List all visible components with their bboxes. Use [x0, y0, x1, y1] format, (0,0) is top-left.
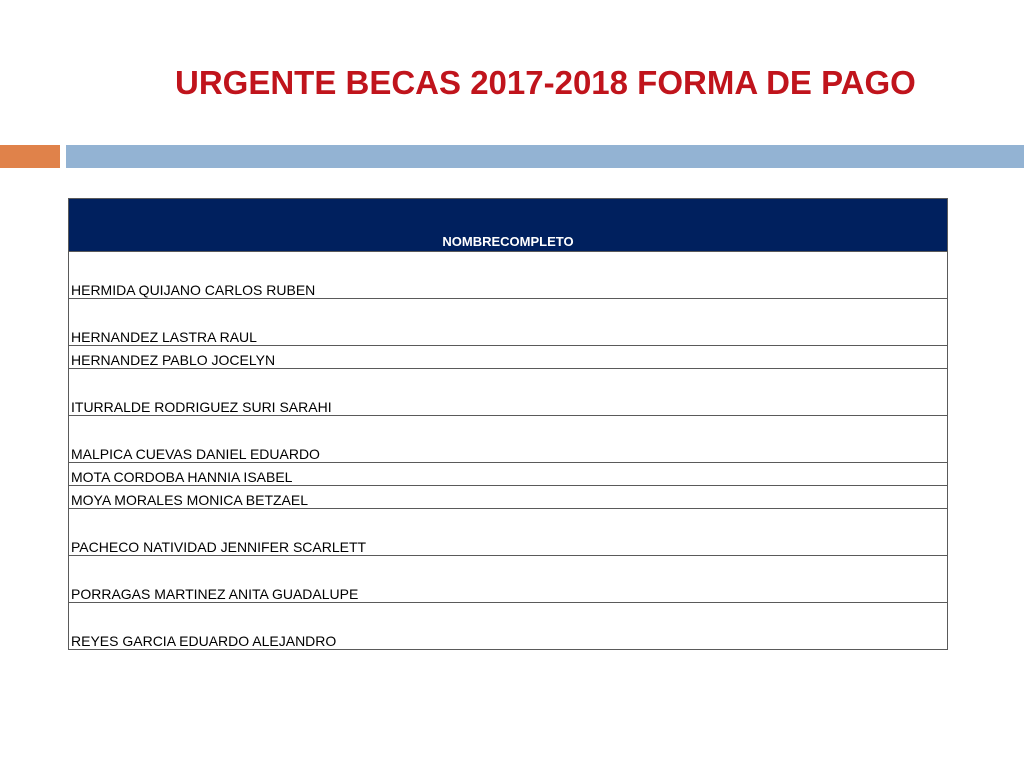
table-header-row: [69, 199, 948, 252]
name-cell: HERNANDEZ PABLO JOCELYN: [69, 346, 948, 369]
slide-title: URGENTE BECAS 2017-2018 FORMA DE PAGO: [175, 64, 916, 101]
table-row: [69, 416, 948, 463]
name-cell: ITURRALDE RODRIGUEZ SURI SARAHI: [69, 369, 948, 416]
accent-bar-blue: [66, 145, 1024, 168]
names-table: [68, 198, 948, 650]
table-row: [69, 299, 948, 346]
name-cell: HERMIDA QUIJANO CARLOS RUBEN: [69, 252, 948, 299]
name-cell: MOTA CORDOBA HANNIA ISABEL: [69, 463, 948, 486]
table-row: [69, 509, 948, 556]
accent-bar-orange: [0, 145, 60, 168]
name-cell: MALPICA CUEVAS DANIEL EDUARDO: [69, 416, 948, 463]
table-row: [69, 369, 948, 416]
name-cell: HERNANDEZ LASTRA RAUL: [69, 299, 948, 346]
table-row: [69, 486, 948, 509]
table-row: [69, 556, 948, 603]
table-row: [69, 346, 948, 369]
table-row: [69, 252, 948, 299]
name-cell: REYES GARCIA EDUARDO ALEJANDRO: [69, 603, 948, 650]
column-header-nombrecompleto: NOMBRECOMPLETO: [69, 199, 948, 252]
name-cell: PORRAGAS MARTINEZ ANITA GUADALUPE: [69, 556, 948, 603]
table-row: [69, 463, 948, 486]
name-cell: PACHECO NATIVIDAD JENNIFER SCARLETT: [69, 509, 948, 556]
name-cell: MOYA MORALES MONICA BETZAEL: [69, 486, 948, 509]
table-row: [69, 603, 948, 650]
